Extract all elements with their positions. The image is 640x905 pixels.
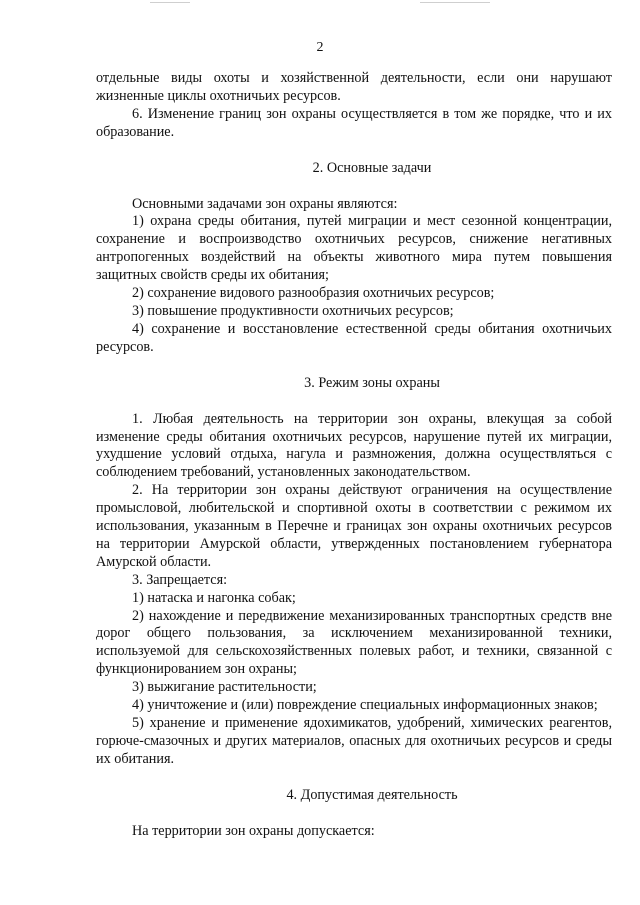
list-item-prohibited-4: 4) уничтожение и (или) повреждение специальных информационных знаков; (132, 697, 598, 714)
list-item-task-4: 4) сохранение и восстановление естественной среды обитания охотничьих ресурсов. (96, 320, 612, 355)
paragraph-continuation: отдельные виды охоты и хозяйственной деятельности, если они нарушают жизненные циклы охотничьих ресурсов. (96, 70, 612, 104)
page-number: 2 (316, 40, 324, 55)
list-item-prohibited-5: 5) хранение и применение ядохимикатов, удобрений, химических реагентов, горюче-смазочных и других материалов, опасных для охотничьих ресурсов и среды их обитания. (96, 715, 612, 767)
paragraph-regime-2: 2. На территории зон охраны действуют ограничения на осуществление промысловой, любительской и спортивной охоты в соответствии с режимом их использования, указанным в Перечне и границах зон охраны охотничьих ресурсов на территории Амурской области, утвержденных постановлением губернатора Амурской области. (96, 482, 612, 570)
paragraph-regime-3: 3. Запрещается: (132, 571, 228, 588)
list-item-task-2: 2) сохранение видового разнообразия охотничьих ресурсов; (132, 285, 495, 302)
scan-artifact (420, 2, 490, 3)
section-heading-3: 3. Режим зоны охраны (304, 374, 440, 391)
list-item-task-1: 1) охрана среды обитания, путей миграции и мест сезонной концентрации, сохранение и воспроизводство охотничьих ресурсов, снижение негативных антропогенных воздействий на объекты животного мира путем повышения защитных свойств среды их обитания; (96, 213, 612, 284)
list-item-prohibited-1: 1) натаска и нагонка собак; (132, 589, 296, 606)
list-item-prohibited-2: 2) нахождение и передвижение механизированных транспортных средств вне дорог общего пользования, за исключением механизированной техники, используемой для сельскохозяйственных полевых работ, и техники, связанной с функционированием зон охраны; (96, 607, 612, 678)
section-heading-4: 4. Допустимая деятельность (286, 786, 458, 803)
list-item-task-3: 3) повышение продуктивности охотничьих ресурсов; (132, 302, 454, 319)
paragraph-regime-1: 1. Любая деятельность на территории зон охраны, влекущая за собой изменение среды обитания охотничьих ресурсов, нарушение путей их миграции, ухудшение условий отдыха, нагула и размножения, должна осуществляться с соблюдением требований, установленных законодательством. (96, 410, 612, 481)
paragraph-item-6: 6. Изменение границ зон охраны осуществляется в том же порядке, что и их образование. (96, 105, 612, 140)
list-item-prohibited-3: 3) выжигание растительности; (132, 679, 317, 696)
section-heading-2: 2. Основные задачи (312, 159, 432, 176)
paragraph-tasks-intro: Основными задачами зон охраны являются: (132, 195, 398, 212)
paragraph-allowed-intro: На территории зон охраны допускается: (132, 822, 375, 839)
scan-artifact (150, 2, 190, 3)
document-body (96, 70, 612, 841)
